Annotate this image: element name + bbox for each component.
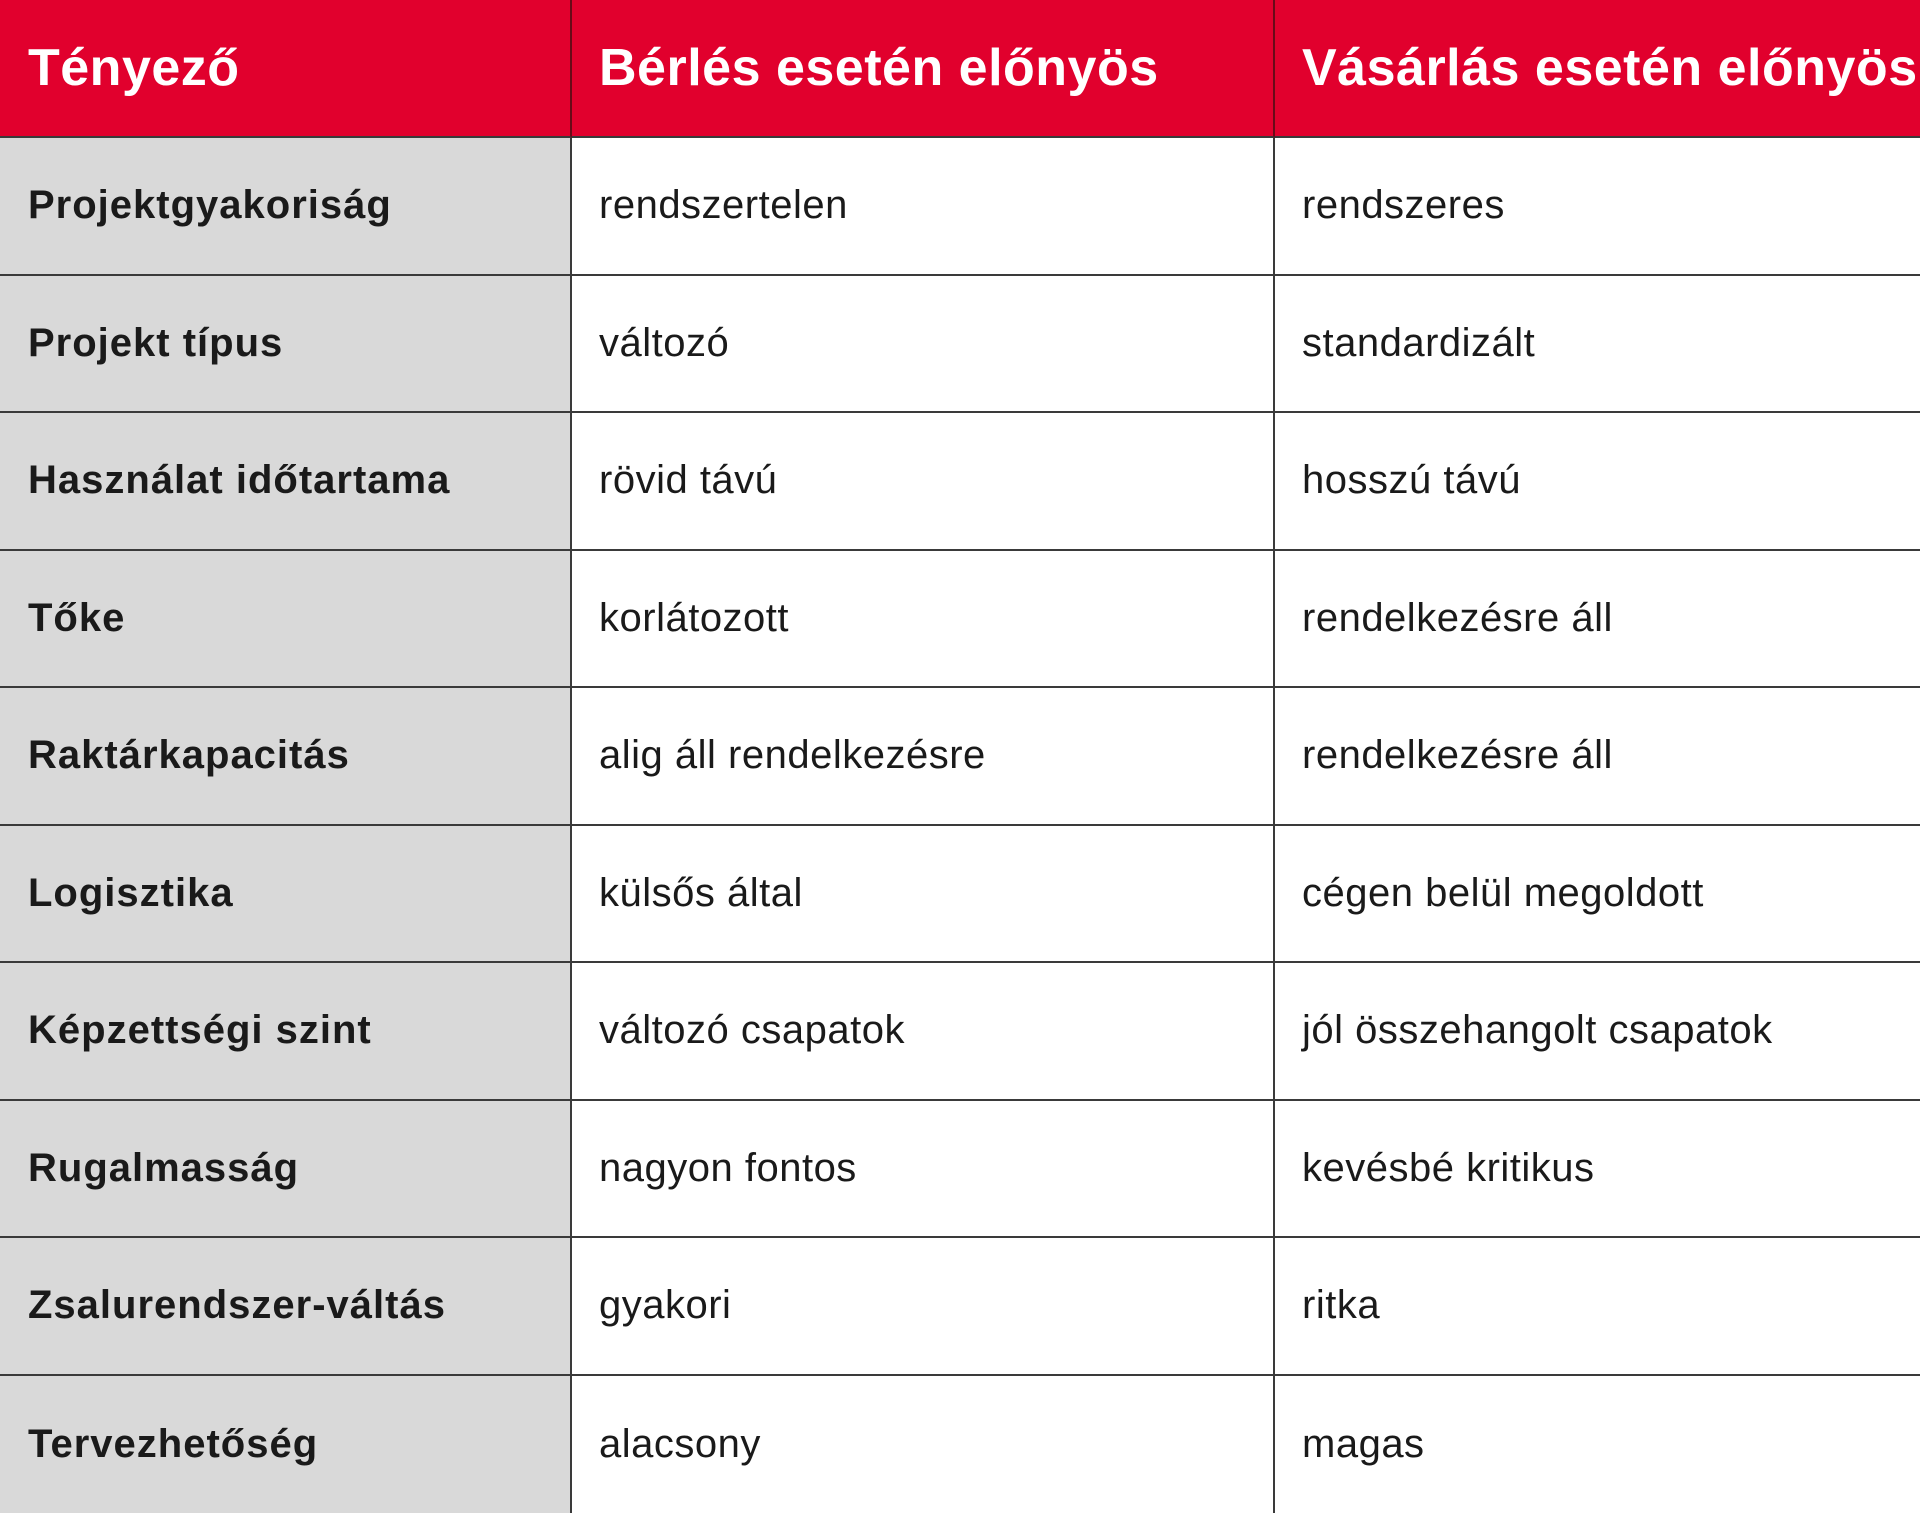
header-factor: Tényező bbox=[0, 0, 572, 138]
rent-cell: gyakori bbox=[572, 1238, 1275, 1376]
buy-cell: kevésbé kritikus bbox=[1275, 1101, 1920, 1239]
rent-cell: változó bbox=[572, 276, 1275, 414]
buy-cell: standardizált bbox=[1275, 276, 1920, 414]
buy-cell: cégen belül megoldott bbox=[1275, 826, 1920, 964]
factor-cell: Tervezhetőség bbox=[0, 1376, 572, 1513]
factor-cell: Képzettségi szint bbox=[0, 963, 572, 1101]
buy-cell: magas bbox=[1275, 1376, 1920, 1513]
header-buy: Vásárlás esetén előnyös bbox=[1275, 0, 1920, 138]
factor-cell: Zsalurendszer-váltás bbox=[0, 1238, 572, 1376]
factor-cell: Használat időtartama bbox=[0, 413, 572, 551]
rent-cell: nagyon fontos bbox=[572, 1101, 1275, 1239]
factor-cell: Rugalmasság bbox=[0, 1101, 572, 1239]
rent-cell: külsős által bbox=[572, 826, 1275, 964]
buy-cell: hosszú távú bbox=[1275, 413, 1920, 551]
header-rent: Bérlés esetén előnyös bbox=[572, 0, 1275, 138]
rent-cell: alig áll rendelkezésre bbox=[572, 688, 1275, 826]
rent-cell: korlátozott bbox=[572, 551, 1275, 689]
rent-cell: rövid távú bbox=[572, 413, 1275, 551]
buy-cell: rendelkezésre áll bbox=[1275, 551, 1920, 689]
buy-cell: jól összehangolt csapatok bbox=[1275, 963, 1920, 1101]
buy-cell: rendszeres bbox=[1275, 138, 1920, 276]
factor-cell: Logisztika bbox=[0, 826, 572, 964]
buy-cell: rendelkezésre áll bbox=[1275, 688, 1920, 826]
factor-cell: Tőke bbox=[0, 551, 572, 689]
rent-cell: rendszertelen bbox=[572, 138, 1275, 276]
rent-cell: változó csapatok bbox=[572, 963, 1275, 1101]
buy-cell: ritka bbox=[1275, 1238, 1920, 1376]
factor-cell: Projektgyakoriság bbox=[0, 138, 572, 276]
rent-cell: alacsony bbox=[572, 1376, 1275, 1513]
factor-cell: Raktárkapacitás bbox=[0, 688, 572, 826]
factor-cell: Projekt típus bbox=[0, 276, 572, 414]
